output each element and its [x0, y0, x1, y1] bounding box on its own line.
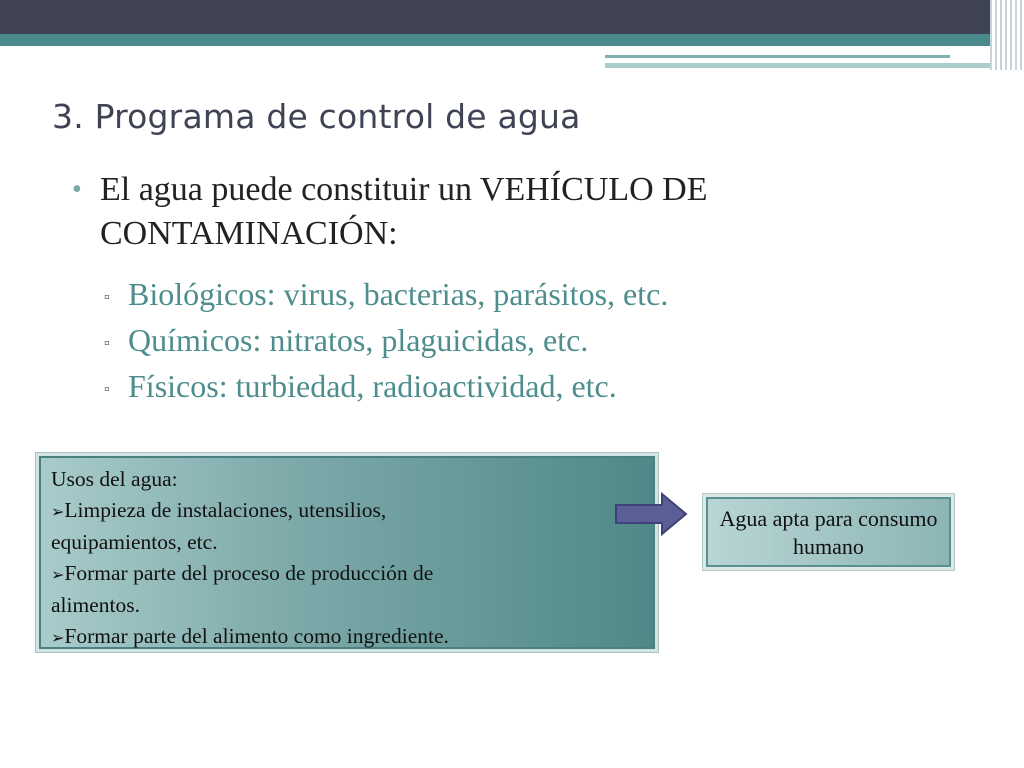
- right-arrow-icon: [614, 492, 688, 536]
- water-uses-box: [39, 456, 655, 649]
- main-bullet-text: El agua puede constituir un VEHÍCULO DE CONTAMINACIÓN:: [100, 171, 708, 252]
- header-edge-stripes: [990, 0, 1024, 70]
- water-use-item-ingredient: [51, 621, 643, 653]
- water-use-text: Formar parte del proceso de producción de: [64, 561, 434, 585]
- sub-bullet-text: Químicos: nitratos, plaguicidas, etc.: [128, 322, 589, 358]
- arrowhead-bullet-icon: ➢: [51, 565, 65, 584]
- water-use-item-process-cont: alimentos.: [51, 593, 140, 617]
- square-bullet-icon: ▫: [104, 380, 110, 398]
- potable-water-text: Agua apta para consumo humano: [719, 506, 938, 559]
- sub-bullet-text: Físicos: turbiedad, radioactividad, etc.: [128, 368, 617, 404]
- square-bullet-icon: ▫: [104, 334, 110, 352]
- water-use-text: Limpieza de instalaciones, utensilios,: [64, 498, 387, 522]
- water-use-item-cleaning-cont: equipamientos, etc.: [51, 530, 218, 554]
- water-use-item-cleaning: [51, 495, 643, 527]
- arrowhead-bullet-icon: ➢: [51, 502, 65, 521]
- slide-title: 3. Programa de control de agua: [52, 97, 581, 136]
- sub-bullet-chemical: [104, 317, 668, 363]
- header-accent-line-bottom: [605, 63, 995, 68]
- water-use-item-process: [51, 558, 643, 590]
- sub-bullet-biological: [104, 271, 668, 317]
- water-use-text: Formar parte del alimento como ingrediente.: [64, 624, 449, 648]
- header-teal-band: [0, 34, 1024, 46]
- square-bullet-icon: ▫: [104, 288, 110, 306]
- arrowhead-bullet-icon: ➢: [51, 628, 65, 647]
- water-uses-heading: Usos del agua:: [51, 467, 178, 491]
- sub-bullet-text: Biológicos: virus, bacterias, parásitos, etc.: [128, 276, 669, 312]
- sub-bullet-list: [104, 271, 668, 409]
- potable-water-box: [706, 497, 951, 567]
- header-dark-band: [0, 0, 1024, 34]
- bullet-dot-icon: •: [72, 174, 82, 205]
- header-accent-line-top: [605, 55, 950, 58]
- sub-bullet-physical: [104, 363, 668, 409]
